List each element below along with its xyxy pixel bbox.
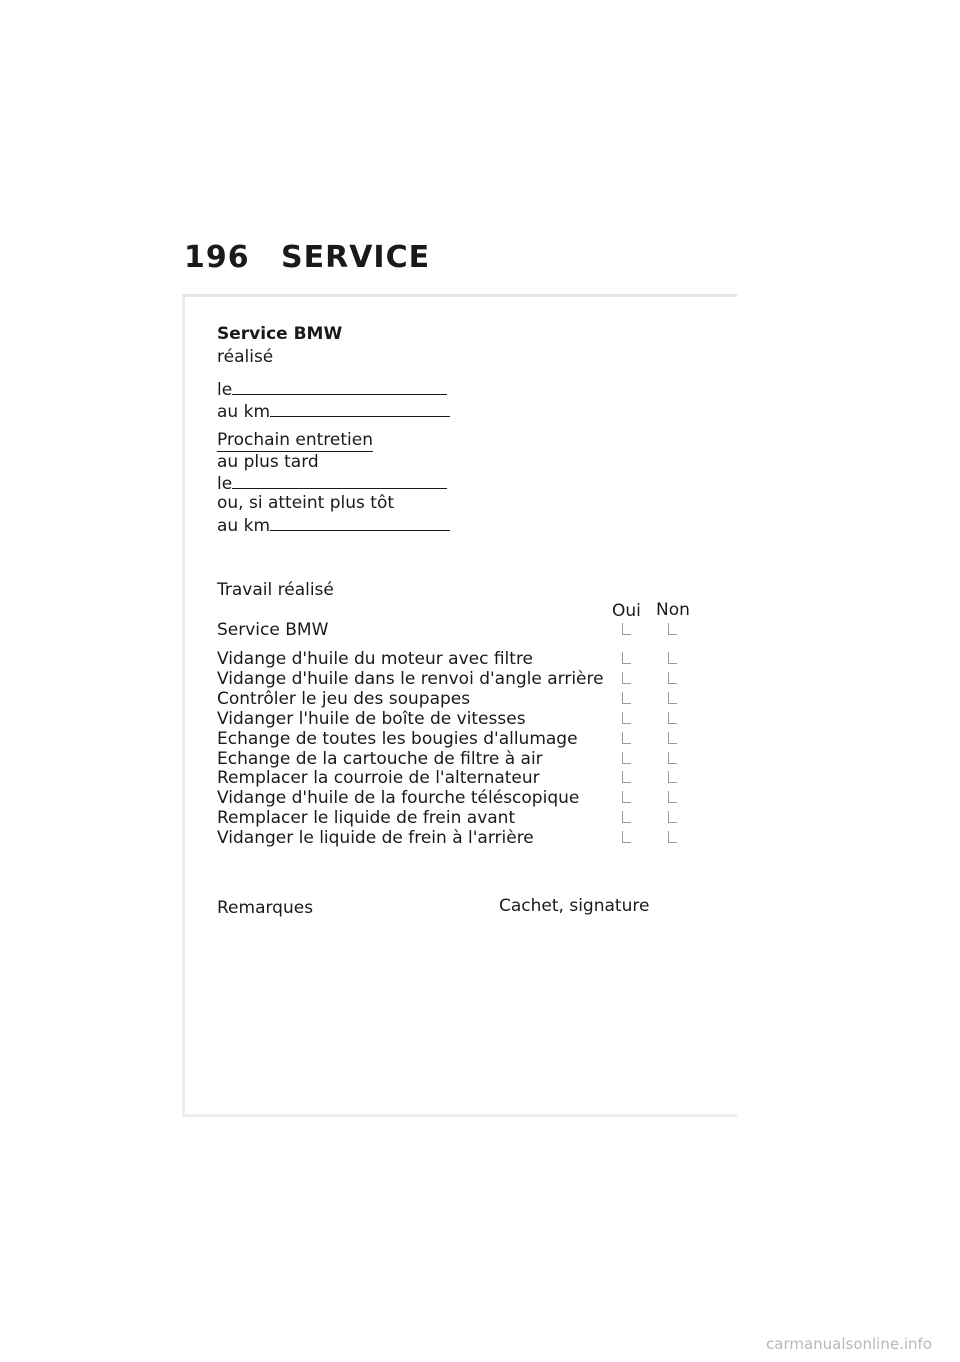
checkbox-no[interactable] — [668, 831, 677, 843]
work-item-label: Remplacer la courroie de l'alternateur — [217, 768, 540, 788]
checkbox-yes[interactable] — [622, 623, 631, 635]
remarks-label: Remarques — [217, 898, 314, 918]
record-date-label: le — [217, 380, 233, 400]
section-title: SERVICE — [281, 240, 431, 275]
checkbox-yes[interactable] — [622, 831, 631, 843]
checkbox-no[interactable] — [668, 791, 677, 803]
checkbox-yes[interactable] — [622, 752, 631, 764]
work-item-label: Contrôler le jeu des soupapes — [217, 689, 471, 709]
next-title: Prochain entretien — [217, 430, 374, 450]
next-km-field[interactable] — [217, 514, 450, 536]
col-yes-label: Oui — [612, 601, 641, 621]
next-date-label: le — [217, 474, 233, 494]
next-date-line[interactable] — [232, 472, 447, 489]
work-item-label: Vidange d'huile dans le renvoi d'angle arrière — [217, 669, 604, 689]
checkbox-yes[interactable] — [622, 732, 631, 744]
checkbox-no[interactable] — [668, 811, 677, 823]
work-item-label: Remplacer le liquide de frein avant — [217, 808, 516, 828]
work-title: Travail réalisé — [217, 580, 334, 600]
footer-watermark: carmanualsonline.info — [766, 1335, 932, 1353]
work-item-label: Echange de toutes les bougies d'allumage — [217, 729, 578, 749]
checkbox-yes[interactable] — [622, 692, 631, 704]
checkbox-yes[interactable] — [622, 771, 631, 783]
work-item-label: Vidanger le liquide de frein à l'arrière — [217, 828, 534, 848]
checkbox-no[interactable] — [668, 712, 677, 724]
next-condition: ou, si atteint plus tôt — [217, 493, 395, 513]
record-km-field[interactable] — [217, 400, 450, 422]
checkbox-no[interactable] — [668, 672, 677, 684]
record-km-label: au km — [217, 402, 271, 422]
record-km-line[interactable] — [270, 400, 450, 417]
checkbox-yes[interactable] — [622, 791, 631, 803]
work-item-label: Vidange d'huile du moteur avec filtre — [217, 649, 534, 669]
checkbox-yes[interactable] — [622, 712, 631, 724]
checkbox-no[interactable] — [668, 652, 677, 664]
work-item-label: Service BMW — [217, 620, 329, 640]
next-title-wrap — [217, 430, 373, 450]
col-no-label: Non — [656, 600, 690, 620]
record-date-line[interactable] — [232, 378, 447, 395]
page-number: 196 — [184, 240, 250, 275]
record-date-field[interactable] — [217, 378, 447, 400]
record-title: Service BMW — [217, 324, 343, 344]
checkbox-no[interactable] — [668, 692, 677, 704]
checkbox-yes[interactable] — [622, 811, 631, 823]
checkbox-no[interactable] — [668, 623, 677, 635]
bottom-rule — [182, 1114, 737, 1117]
checkbox-no[interactable] — [668, 752, 677, 764]
checkbox-yes[interactable] — [622, 652, 631, 664]
checkbox-yes[interactable] — [622, 672, 631, 684]
next-latest: au plus tard — [217, 452, 319, 472]
work-item-label: Vidange d'huile de la fourche téléscopique — [217, 788, 580, 808]
left-rule — [182, 296, 185, 1116]
record-status: réalisé — [217, 347, 274, 367]
next-km-line[interactable] — [270, 514, 450, 531]
next-date-field[interactable] — [217, 472, 447, 494]
stamp-label: Cachet, signature — [499, 896, 650, 916]
work-item-label: Echange de la cartouche de filtre à air — [217, 749, 543, 769]
work-item-label: Vidanger l'huile de boîte de vitesses — [217, 709, 526, 729]
top-rule — [182, 294, 737, 297]
next-km-label: au km — [217, 516, 271, 536]
checkbox-no[interactable] — [668, 771, 677, 783]
checkbox-no[interactable] — [668, 732, 677, 744]
